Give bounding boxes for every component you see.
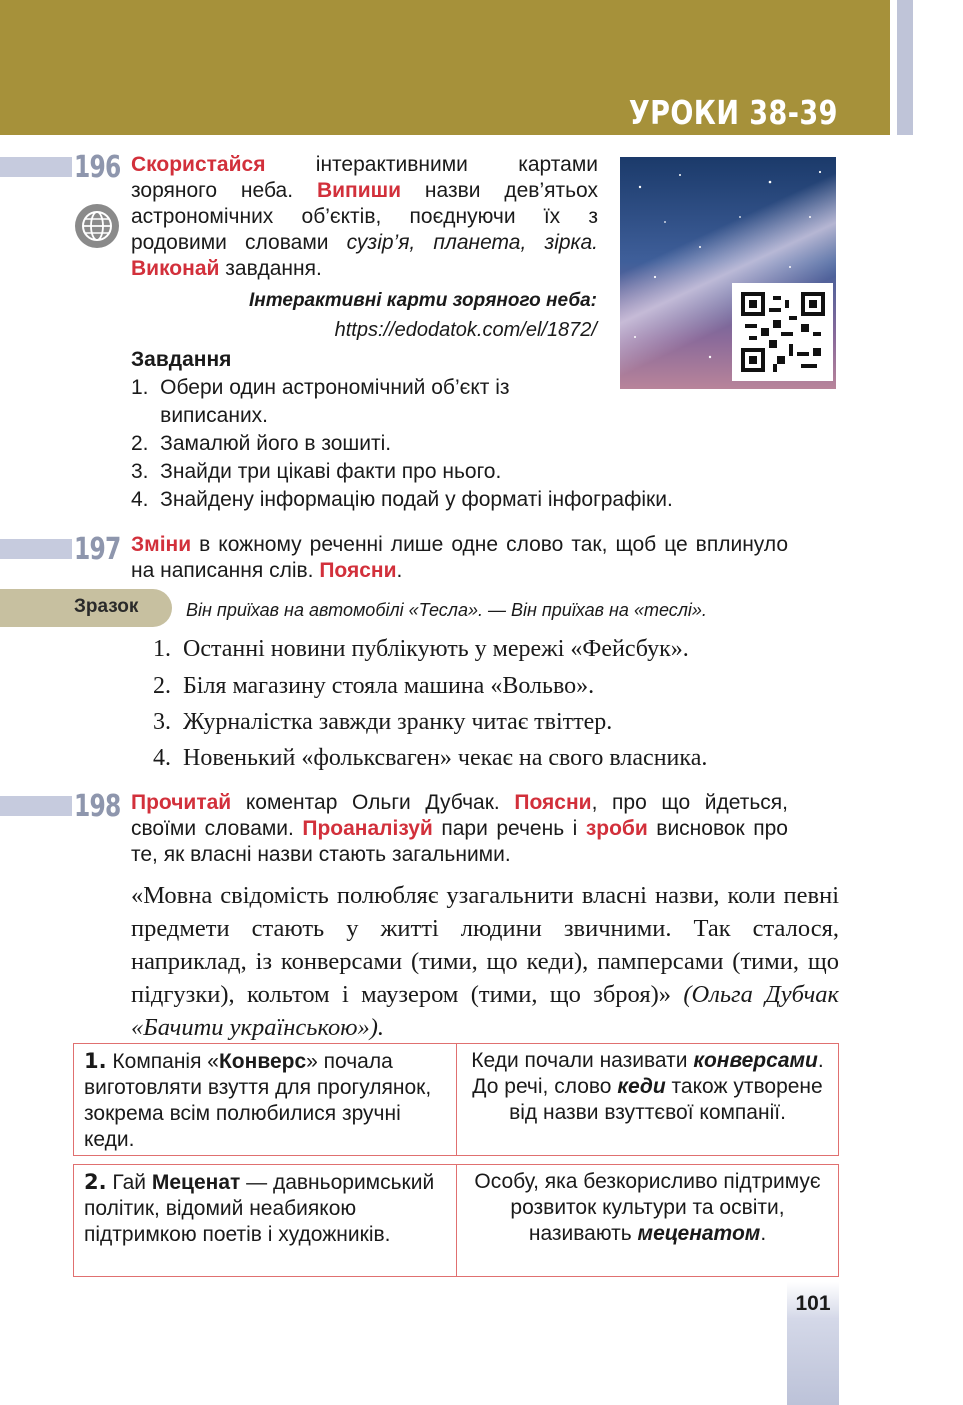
instruction-text: інтерактивними картами зоряного неба.: [131, 153, 598, 202]
cell-bold: Меценат: [151, 1171, 241, 1194]
quote-source: (Ольга Дубчак «Бачити українською»).: [131, 981, 840, 1041]
exercise-bar: [0, 157, 72, 177]
page-number: 101: [795, 1292, 831, 1315]
exercise-number: 197: [74, 532, 121, 567]
instruction-text: , про що йдеться, своїми словами.: [131, 791, 788, 840]
sentence-item: 2. Біля магазину стояла машина «Вольво».: [153, 673, 595, 699]
verb-highlight: зроби: [585, 817, 648, 840]
exercise-196-instruction: [131, 152, 598, 282]
task-item: 4. Знайдену інформацію подай у форматі інфографіки.: [131, 488, 673, 511]
task-item: виписаних.: [131, 404, 269, 427]
verb-highlight: Випиши: [316, 179, 402, 202]
task-item: 1. Обери один астрономічний об’єкт із: [131, 376, 510, 399]
cell-text: Гай: [106, 1171, 152, 1194]
link-title: Інтерактивні карти зоряного неба:: [248, 290, 597, 311]
quote-text: «Мовна свідомість полюбляє узагальнити власні назви, коли певні предмети стають у житті людини звичними. Так сталося, наприклад, із конверсами (тими, що кеди), памперсами (тими, що підгузки), кольтом і маузером (тими, що зброя)»: [131, 882, 839, 1008]
cell-bold-italic: конверсами: [693, 1049, 818, 1072]
side-stripe: [897, 0, 913, 135]
verb-highlight: Скористайся: [131, 153, 266, 176]
table-cell-left: [74, 1165, 457, 1276]
verb-highlight: Поясни: [514, 791, 592, 814]
cell-text: » почала виготовляти взуття для прогулянок, зокрема всім полюбилися зручні кеди.: [84, 1050, 432, 1151]
cell-bold: Конверс: [218, 1050, 307, 1073]
instruction-text: в кожному реченні лише одне слово так, щоб це вплинуло на написання слів.: [131, 533, 788, 582]
table-cell-right: [457, 1044, 838, 1155]
row-number: 1.: [84, 1049, 107, 1073]
task-item: 3. Знайди три цікаві факти про нього.: [131, 460, 502, 483]
cell-text: . До речі, слово: [472, 1049, 824, 1098]
sentence-item: 4. Новенький «фольксваген» чекає на свого власника.: [153, 745, 708, 771]
lesson-title: УРОКИ 38-39: [629, 93, 838, 132]
instruction-text: висновок про те, як власні назви стають загальними.: [131, 817, 788, 866]
task-item: 2. Замалюй його в зошиті.: [131, 432, 392, 455]
tasks-title: Завдання: [131, 348, 232, 371]
cell-bold-italic: меценатом: [637, 1222, 761, 1245]
qr-code[interactable]: [732, 283, 833, 381]
table-cell-left: [74, 1044, 457, 1155]
cell-bold-italic: кеди: [617, 1075, 666, 1098]
sentence-item: 3. Журналістка завжди зранку читає твіттер.: [153, 709, 613, 735]
quote-block: [131, 879, 839, 1044]
instruction-text: назви дев’ятьох астрономічних об’єктів, поєднуючи їх з родовими словами: [131, 179, 599, 254]
sentence-item: 1. Останні новини публікують у мережі «Фейсбук».: [153, 636, 689, 662]
exercise-bar: [0, 539, 72, 559]
instruction-text: завдання.: [219, 257, 322, 280]
exercise-198-instruction: [131, 790, 788, 868]
verb-highlight: Зміни: [131, 533, 192, 556]
comparison-table-row: [73, 1164, 839, 1277]
row-number: 2.: [84, 1170, 107, 1194]
cell-text: також утворене від назви взуттєвої компанії.: [509, 1075, 823, 1124]
instruction-italic: сузір’я, планета, зірка.: [346, 231, 598, 254]
instruction-text: коментар Ольги Дубчак.: [231, 791, 515, 814]
table-cell-right: [457, 1165, 838, 1276]
cell-text: Компанія «: [106, 1050, 219, 1073]
verb-highlight: Прочитай: [131, 791, 232, 814]
verb-highlight: Поясни: [319, 559, 397, 582]
sample-label: Зразок: [74, 596, 139, 617]
globe-icon: [75, 204, 119, 248]
instruction-text: .: [396, 559, 403, 582]
instruction-text: пари речень і: [432, 817, 586, 840]
header-bar: [0, 0, 890, 135]
cell-text: — давньоримський політик, відомий неабиякою підтримкою поетів і художників.: [84, 1171, 435, 1246]
verb-highlight: Проаналізуй: [302, 817, 433, 840]
sample-label-tab: [0, 589, 172, 627]
sample-text: Він приїхав на автомобілі «Тесла». — Він приїхав на «теслі».: [186, 600, 707, 620]
exercise-number: 198: [74, 789, 121, 824]
resource-link[interactable]: https://edodatok.com/el/1872/: [334, 319, 597, 341]
cell-text: .: [760, 1222, 767, 1245]
verb-highlight: Виконай: [131, 257, 220, 280]
exercise-number: 196: [74, 150, 121, 185]
exercise-197-instruction: [131, 532, 788, 584]
exercise-bar: [0, 796, 72, 816]
cell-text: Особу, яка безкорисливо підтримує розвиток культури та освіти, називають: [474, 1170, 821, 1245]
comparison-table-row: [73, 1043, 839, 1156]
cell-text: Кеди почали називати: [471, 1049, 694, 1072]
